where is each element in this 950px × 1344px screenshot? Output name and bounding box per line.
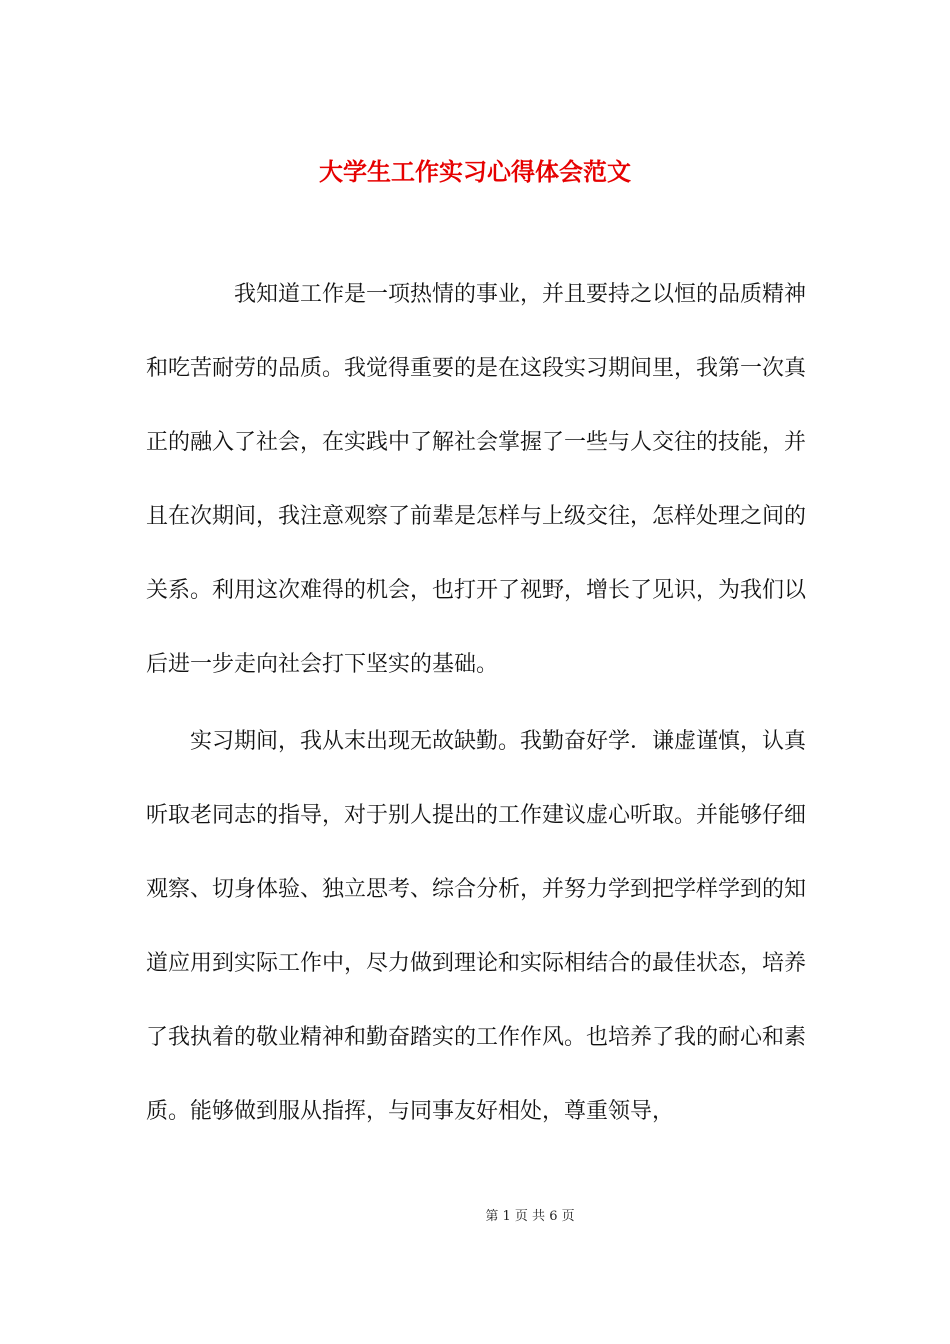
paragraph-1: 我知道工作是一项热情的事业，并且要持之以恒的品质精神和吃苦耐劳的品质。我觉得重要的是在这段实习期间里，我第一次真正的融入了社会，在实践中了解社会掌握了一些与人交往的技能，并且在次期间，我注意观察了前辈是怎样与上级交往，怎样处理之间的关系。利用这次难得的机会，也打开了视野，增长了见识，为我们以后进一步走向社会打下坚实的基础。 — [146, 282, 807, 677]
page-footer: 第 1 页 共 6 页 — [485, 1209, 575, 1224]
paragraph-2: 实习期间，我从末出现无故缺勤。我勤奋好学．谦虚谨慎，认真听取老同志的指导，对于别人提出的工作建议虚心听取。并能够仔细观察、切身体验、独立思考、综合分析，并努力学到把学样学到的知道应用到实际工作中，尽力做到理论和实际相结合的最佳状态，培养了我执着的敬业精神和勤奋踏实的工作作风。也培养了我的耐心和素质。能够做到服从指挥，与同事友好相处，尊重领导， — [146, 729, 807, 1124]
document-title: 大学生工作实习心得体会范文 — [319, 157, 631, 187]
